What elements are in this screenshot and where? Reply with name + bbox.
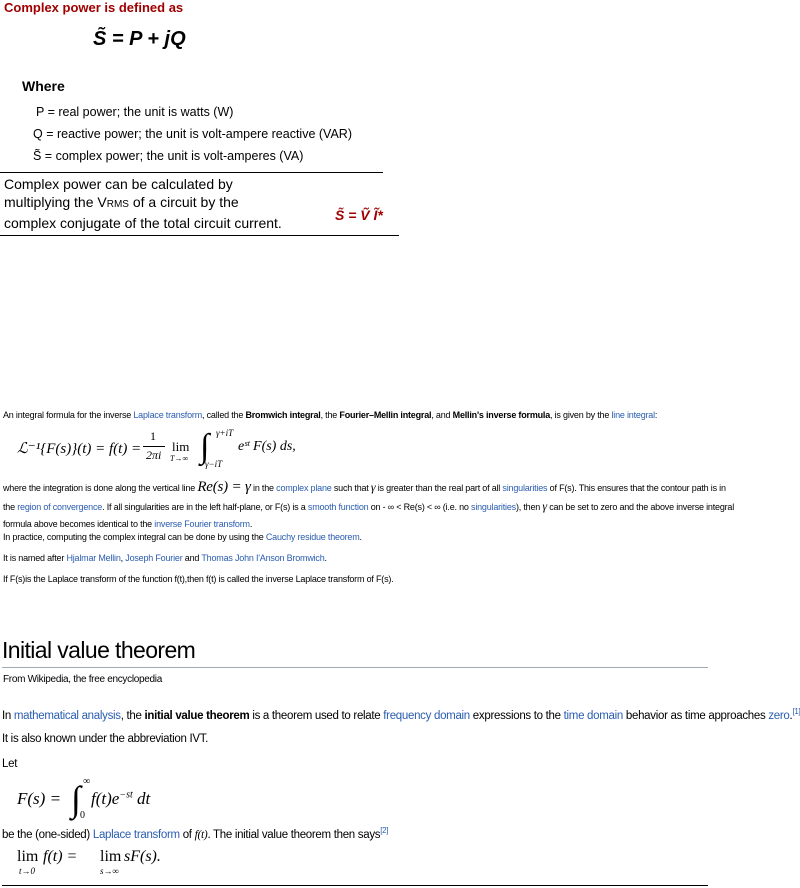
complex-power-formula: S̃ = P + jQ (93, 28, 186, 50)
divider (0, 235, 399, 236)
bromwich-formula: ℒ⁻¹{F(s)}(t) = f(t) = 1 2πi lim T→∞ ∫ γ+iT γ−iT eˢᵗ F(s) ds, (17, 428, 296, 469)
title-underline (2, 667, 708, 668)
link-frequency-domain[interactable]: frequency domain (383, 709, 470, 722)
inverse-laplace-paragraph: where the integration is done along the vertical line Re(s) = γ in the complex plane such that γ is greater than the real part of all singularities of F(s). This ensures that the contour path is in the region of convergence. If all singularities are in the left half-plane, or F(s) is a smooth function on - ∞ < Re(s) < ∞ (i.e. no singularities), then γ can be set to zero and the above inverse integral formula above becomes identical to the inverse Fourier transform. (3, 479, 735, 529)
bottom-divider (2, 885, 708, 886)
link-singularities[interactable]: singularities (502, 483, 548, 493)
abbreviation-text: It is also known under the abbreviation IVT. (2, 733, 209, 745)
conjugate-formula: S̃ = Ṽ Ĩ* (335, 207, 383, 223)
let-text: Let (2, 758, 18, 770)
where-label: Where (22, 78, 65, 94)
link-hjalmar-mellin[interactable]: Hjalmar Mellin (66, 553, 121, 563)
named-after-paragraph: It is named after Hjalmar Mellin, Joseph Fourier and Thomas John I'Anson Bromwich. (3, 553, 327, 563)
page-title: Initial value theorem (2, 637, 196, 663)
link-mathematical-analysis[interactable]: mathematical analysis (13, 709, 121, 722)
divider (0, 172, 383, 173)
definition-p: P = real power; the unit is watts (W) (36, 105, 234, 119)
inverse-laplace-intro: An integral formula for the inverse Laplace transform, called the Bromwich integral, the Fourier–Mellin integral, and Mellin's inverse formula, is given by the line integral: (3, 410, 658, 420)
link-laplace-transform-2[interactable]: Laplace transform (92, 828, 180, 841)
link-inverse-fourier-transform[interactable]: inverse Fourier transform (154, 519, 250, 529)
link-bromwich[interactable]: Thomas John I'Anson Bromwich (201, 553, 325, 563)
calc-description (4, 175, 334, 232)
link-zero[interactable]: zero (768, 709, 790, 722)
definition-q: Q = reactive power; the unit is volt-ampere reactive (VAR) (33, 127, 352, 141)
subtitle: From Wikipedia, the free encyclopedia (3, 674, 162, 685)
practice-paragraph: In practice, computing the complex integral can be done by using the Cauchy residue theorem. (3, 532, 362, 542)
definition-paragraph: If F(s)is the Laplace transform of the function f(t),then f(t) is called the inverse Laplace transform of F(s). (3, 574, 394, 584)
link-joseph-fourier[interactable]: Joseph Fourier (125, 553, 183, 563)
link-smooth-function[interactable]: smooth function (307, 501, 369, 512)
calc-line-2: multiplying the VRMS of a circuit by the (4, 194, 239, 210)
link-region-of-convergence[interactable]: region of convergence (17, 501, 103, 512)
link-cauchy-residue-theorem[interactable]: Cauchy residue theorem (265, 532, 360, 542)
one-sided-text: be the (one-sided) Laplace transform of f(t). The initial value theorem then says[2] (2, 826, 389, 841)
link-time-domain[interactable]: time domain (563, 709, 623, 722)
reference-1[interactable]: [1] (792, 707, 800, 716)
link-line-integral[interactable]: line integral (611, 410, 655, 420)
link-laplace-transform[interactable]: Laplace transform (133, 410, 203, 420)
ivt-formula: lim t→0 f(t) = lim s→∞ sF(s). (17, 848, 161, 876)
calc-line-3: complex conjugate of the total circuit current. (4, 215, 282, 231)
definition-s: S̃ = complex power; the unit is volt-amperes (VA) (33, 149, 304, 163)
laplace-definition-formula: F(s) = ∫ ∞ 0 $f(t)e^{-st}$ dt (17, 776, 151, 821)
ivt-intro: In mathematical analysis, the initial value theorem is a theorem used to relate frequency domain expressions to the time domain behavior as time approaches zero.[1] (2, 707, 800, 722)
link-complex-plane[interactable]: complex plane (276, 483, 332, 493)
link-singularities-2[interactable]: singularities (471, 501, 516, 512)
calc-line-1: Complex power can be calculated by (4, 176, 233, 192)
reference-2[interactable]: [2] (380, 826, 389, 835)
complex-power-heading: Complex power is defined as (4, 0, 184, 15)
